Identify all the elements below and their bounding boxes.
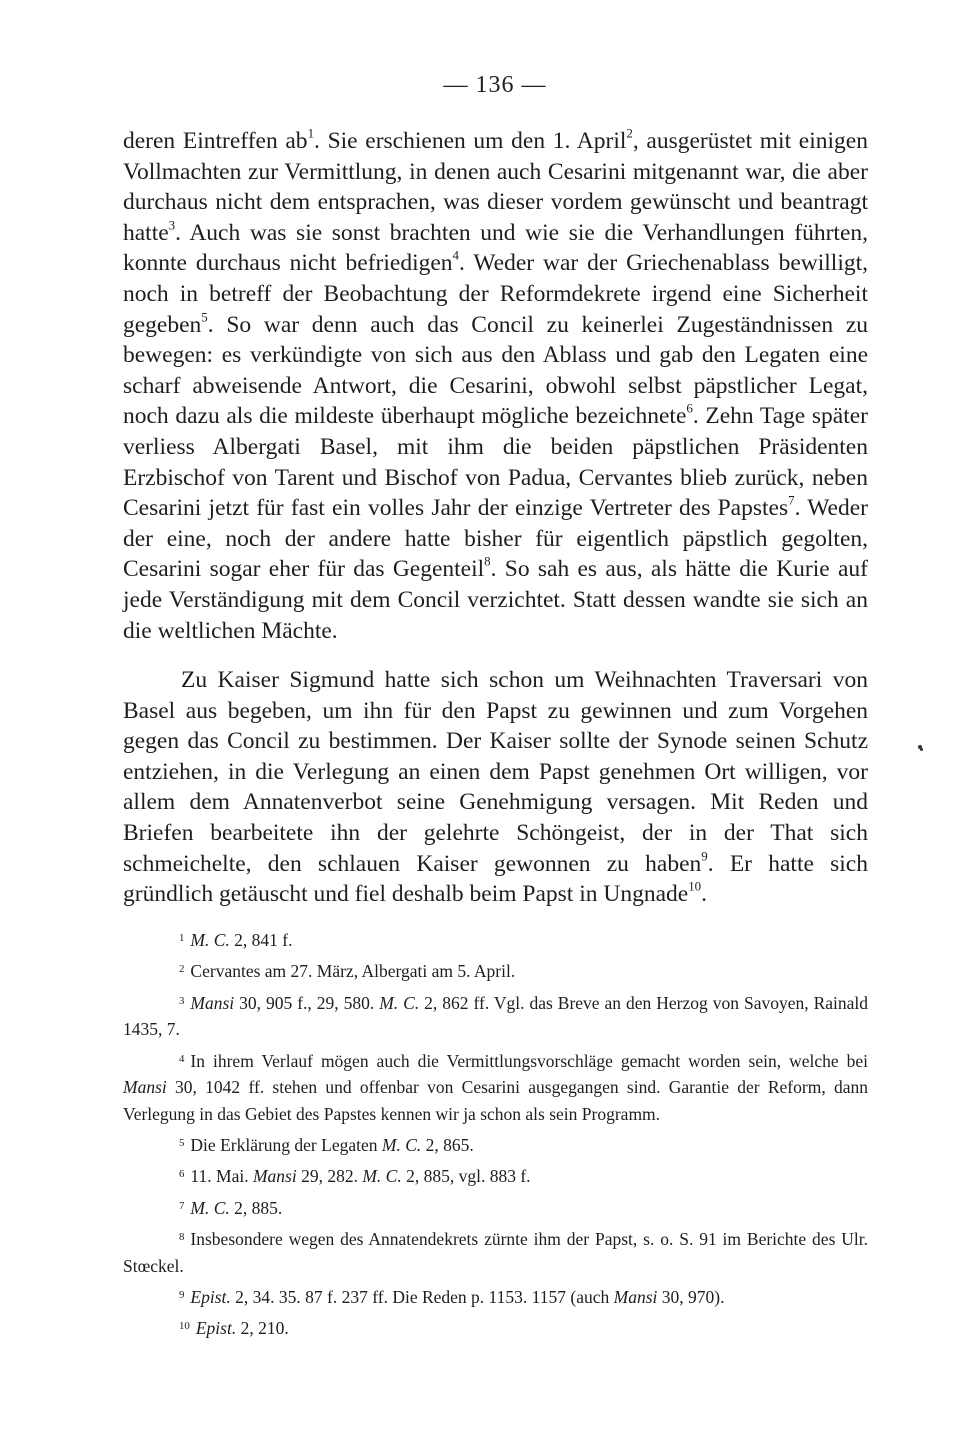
footnote-reference: 5 bbox=[201, 309, 208, 325]
footnote-number: 2 bbox=[179, 963, 185, 976]
italic-citation: Mansi bbox=[252, 1166, 297, 1187]
italic-citation: Epist. bbox=[195, 1318, 237, 1339]
footnote-10 bbox=[123, 1313, 868, 1341]
footnote-9 bbox=[123, 1282, 868, 1310]
text-run: 2, 885, vgl. 883 f. bbox=[401, 1166, 531, 1187]
footnote-1 bbox=[123, 925, 868, 953]
footnote-number: 6 bbox=[179, 1168, 185, 1181]
text-run: 11. Mai. bbox=[190, 1166, 253, 1187]
text-run: In ihrem Verlauf mögen auch die Vermittlungsvorschläge gemacht worden sein, welche bei bbox=[190, 1050, 868, 1071]
footnotes bbox=[123, 925, 868, 1345]
footnote-number: 4 bbox=[179, 1052, 185, 1065]
italic-citation: Mansi bbox=[190, 992, 235, 1013]
italic-citation: Mansi bbox=[123, 1077, 167, 1097]
italic-citation: M. C. bbox=[190, 929, 230, 950]
footnote-reference: 7 bbox=[788, 492, 795, 508]
italic-citation: M. C. bbox=[381, 1134, 422, 1155]
text-run: 30, 970). bbox=[657, 1286, 725, 1307]
italic-citation: Epist. bbox=[190, 1286, 231, 1307]
text-run: deren Eintreffen ab bbox=[123, 128, 308, 154]
text-run: Cervantes am 27. März, Albergati am 5. April. bbox=[190, 961, 516, 982]
footnote-5 bbox=[123, 1130, 868, 1158]
footnote-reference: 9 bbox=[701, 848, 708, 864]
footnote-number: 5 bbox=[179, 1137, 185, 1149]
text-run: . Sie erschienen um den 1. April bbox=[314, 128, 627, 154]
text-run: . bbox=[701, 881, 707, 908]
footnote-4 bbox=[123, 1046, 868, 1127]
footnote-reference: 8 bbox=[484, 553, 491, 569]
text-run: 30, 905 f., 29, 580. bbox=[234, 992, 380, 1013]
text-run: . So sah es aus, als hätte die Kurie auf jede Verständigung mit dem Concil verzichtet. Statt dessen wandte sie sich an die weltlichen Mächte. bbox=[123, 556, 868, 644]
footnote-number: 10 bbox=[179, 1320, 190, 1333]
text-run: Die Erklärung der Legaten bbox=[190, 1134, 382, 1155]
footnote-8 bbox=[123, 1224, 868, 1279]
text-run: 2, 34. 35. 87 f. 237 ff. Die Reden p. 1153. 1157 (auch bbox=[230, 1286, 614, 1307]
footnote-reference: 10 bbox=[688, 878, 702, 894]
italic-citation: M. C. bbox=[379, 992, 420, 1013]
text-run: . Er hatte sich gründlich getäuscht und fiel deshalb beim Papst in Ungnade bbox=[123, 850, 868, 908]
text-run: . Weder der eine, noch der andere hatte bisher für eigentlich päpstlich gegolten, Cesarini sogar eher für das Gegenteil bbox=[123, 495, 868, 583]
italic-citation: Mansi bbox=[613, 1286, 658, 1307]
footnote-2 bbox=[123, 956, 868, 984]
footnote-reference: 1 bbox=[307, 125, 315, 141]
text-run: 2, 865. bbox=[421, 1134, 474, 1155]
body-paragraph-2 bbox=[123, 665, 868, 910]
footnote-6 bbox=[123, 1161, 868, 1189]
body-paragraph-1 bbox=[123, 126, 868, 646]
footnote-number: 9 bbox=[179, 1289, 185, 1301]
text-run: Insbesondere wegen des Annatendekrets zürnte ihm der Papst, s. o. S. 91 im Berichte des Ulr. Stœckel. bbox=[123, 1229, 868, 1276]
text-run: . Weder war der Griechenablass bewilligt, noch in betreff der Beobachtung der Reformdekrete irgend eine Sicherheit gegeben bbox=[123, 250, 868, 338]
text-run: 2, 862 ff. Vgl. das Breve an den Herzog von Savoyen, Rainald 1435, 7. bbox=[123, 992, 869, 1040]
italic-citation: M. C. bbox=[190, 1197, 230, 1218]
footnote-reference: 3 bbox=[168, 217, 176, 233]
footnote-number: 8 bbox=[179, 1231, 185, 1244]
text-run: 2, 841 f. bbox=[229, 929, 293, 950]
text-run: . Zehn Tage später verliess Albergati Basel, mit ihm die beiden päpstlichen Präsidenten Erzbischof von Tarent und Bischof von Padua, Cervantes blieb zurück, neben Cesarini jetzt für fast ein volles Jahr der einzige Vertreter des Papstes bbox=[123, 403, 868, 522]
footnote-reference: 2 bbox=[626, 125, 633, 141]
text-run: 2, 210. bbox=[236, 1318, 289, 1339]
text-run: 2, 885. bbox=[229, 1197, 283, 1218]
page-number: — 136 — bbox=[443, 72, 547, 98]
footnote-number: 3 bbox=[179, 994, 185, 1007]
text-run: 30, 1042 ff. stehen und offenbar von Cesarini ausgegangen sind. Garantie der Reform, dann Verlegung in das Gebiet des Papstes kennen wir ja schon als sein Programm. bbox=[123, 1077, 868, 1124]
italic-citation: M. C. bbox=[362, 1166, 402, 1187]
text-run: . So war denn auch das Concil zu keinerlei Zugeständnissen zu bewegen: es verkündigte von sich aus den Ablass und gab den Legaten eine scharf abweisende Antwort, die Cesarini, obwohl selbst päpstlicher Legat, noch dazu als die mildeste überhaupt mögliche bezeichnete bbox=[123, 311, 868, 430]
footnote-reference: 6 bbox=[686, 401, 693, 417]
text-run: , ausgerüstet mit einigen Vollmachten zur Vermittlung, in denen auch Cesarini mitgenannt war, die aber durchaus nicht dem entsprachen, was dieser vordem gewünscht und beantragt hatte bbox=[123, 128, 868, 246]
text-run: Zu Kaiser Sigmund hatte sich schon um Weihnachten Traversari von Basel aus begeben, um ihn für den Papst zu gewinnen und zum Vorgehen gegen das Concil zu bestimmen. Der Kaiser sollte der Synode seinen Schutz entziehen, in die Verlegung an einen dem Papst genehmen Ort willigen, vor allem dem Annatenverbot seine Genehmigung versagen. Mit Reden und Briefen bearbeitete ihn der gelehrte Schöngeist, der in der That sich schmeichelte, den schlauen Kaiser gewonnen zu haben bbox=[123, 667, 868, 877]
ink-speck bbox=[918, 745, 926, 753]
text-run: . Auch was sie sonst brachten und wie sie die Verhandlungen führten, konnte durchaus nicht befriedigen bbox=[123, 219, 868, 277]
footnote-number: 7 bbox=[179, 1199, 185, 1212]
footnote-reference: 4 bbox=[452, 248, 459, 264]
footnote-number: 1 bbox=[179, 932, 185, 944]
footnote-7 bbox=[123, 1193, 868, 1221]
text-run: 29, 282. bbox=[296, 1166, 363, 1187]
footnote-3 bbox=[123, 988, 868, 1043]
